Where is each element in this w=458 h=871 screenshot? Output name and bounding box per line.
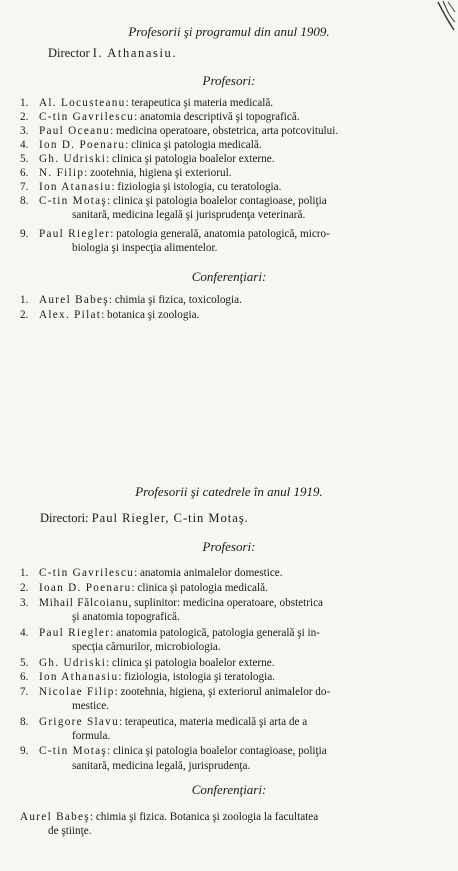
professor-subjects: : clinica şi patologia boalelor contagioase, poliţia [107, 195, 327, 207]
directors-label: Directori: [40, 511, 89, 525]
professor-subjects-continued: formula. [72, 730, 111, 742]
professor-name: Grigore Slavu [39, 716, 119, 728]
professor-subjects: : anatomia patologică, patologia generală şi in- [110, 627, 320, 639]
professor-subjects-continued: mestice. [72, 700, 109, 712]
professor-subjects: : terapeutica şi materia medicală. [125, 97, 274, 109]
professor-name: C-tin Motaş [39, 195, 108, 207]
professor-subjects: : terapeutica, materia medicală şi arta de a [118, 716, 308, 728]
item-number: 1. [20, 567, 29, 579]
professor-name: Mihail Fălcoianu [39, 597, 129, 609]
professor-subjects-continued: sanitară, medicina legală, jurisprudenţa. [72, 760, 251, 772]
professor-subjects: : zootehnia, higiena, şi exteriorul animalelor do- [114, 686, 331, 698]
item-number: 9. [20, 228, 29, 240]
item-number: 7. [20, 181, 29, 193]
item-number: 2. [20, 582, 29, 594]
professor-subjects-continued: sanitară, medicina legală şi jurisprudenţa veterinară. [72, 209, 306, 221]
item-number: 8. [20, 195, 29, 207]
professor-name: Gh. Udriski [39, 153, 107, 165]
professor-name: Paul Oceanu [39, 125, 111, 137]
professor-subjects-continued: şi anatomia topografică. [72, 611, 180, 623]
professor-name: C-tin Gavrilescu [39, 111, 135, 123]
item-number: 9. [20, 745, 29, 757]
item-number: 6. [20, 671, 29, 683]
section-1919-lecturers-heading: Conferenţiari: [191, 782, 267, 797]
professor-subjects: : medicina operatoare, obstetrica, arta potcovitului. [110, 125, 339, 137]
professor-subjects: , suplinitor: medicina operatoare, obstetrica [128, 597, 324, 609]
item-number: 4. [20, 627, 29, 639]
section-1919-title: Profesorii şi catedrele în anul 1919. [135, 484, 323, 499]
lecturer-name: Aurel Babeş [20, 811, 90, 823]
lecturer-name: Alex. Pilat [39, 309, 102, 321]
item-number: 8. [20, 716, 29, 728]
item-number: 3. [20, 597, 29, 609]
professor-name: Ion Atanasiu [39, 181, 112, 193]
director-name: I. Athanasiu. [92, 46, 178, 60]
lecturer-subjects: : botanica şi zoologia. [101, 309, 200, 321]
professor-subjects: : clinica şi patologia medicală. [125, 139, 262, 151]
professor-subjects: : fiziologia şi istologia, cu teratologia. [111, 181, 282, 193]
item-number: 2. [20, 111, 29, 123]
professor-name: Gh. Udriski [39, 657, 107, 669]
professor-name: Al. Locusteanu [39, 97, 126, 109]
professor-name: C-tin Motaş [39, 745, 108, 757]
professor-name: C-tin Gavrilescu [39, 567, 135, 579]
lecturer-subjects-continued: de ştiinţe. [48, 825, 92, 837]
item-number: 1. [20, 294, 29, 306]
section-1909-director [48, 46, 177, 61]
lecturer-subjects: : chimia şi fizica, toxicologia. [108, 294, 242, 306]
professor-subjects-continued: biologia şi inspecţia alimentelor. [72, 242, 218, 254]
item-number: 1. [20, 97, 29, 109]
professor-subjects: : clinica şi patologia medicală. [131, 582, 268, 594]
item-number: 7. [20, 686, 29, 698]
item-number: 6. [20, 167, 29, 179]
lecturer-name: Aurel Babeş [39, 294, 109, 306]
professor-subjects: : anatomia descriptivă şi topografică. [134, 111, 300, 123]
item-number: 4. [20, 139, 29, 151]
item-number: 2. [20, 309, 29, 321]
section-1909-lecturers-heading: Conferenţiari: [191, 269, 267, 284]
lecturer-subjects: : chimia şi fizica. Botanica şi zoologia la facultatea [89, 811, 319, 823]
directors-names: Paul Riegler, C-tin Motaş. [91, 511, 249, 525]
professor-subjects-continued: specţia cărnurilor, microbiologia. [72, 641, 221, 653]
professor-subjects: : fiziologia, istologia şi teratologia. [118, 671, 275, 683]
professor-name: Paul Riegler [39, 627, 111, 639]
section-1909-professors-heading: Profesori: [202, 73, 256, 88]
item-number: 3. [20, 125, 29, 137]
professor-subjects: : zootehnia, higiena şi exteriorul. [84, 167, 232, 179]
professor-name: Paul Riegler [39, 228, 111, 240]
professor-subjects: : clinica şi patologia boalelor externe. [106, 657, 275, 669]
professor-name: Ion Athanasiu [39, 671, 119, 683]
professor-name: N. Filip [39, 167, 85, 179]
item-number: 5. [20, 153, 29, 165]
section-1909-title: Profesorii şi programul din anul 1909. [128, 24, 330, 39]
professor-subjects: : anatomia animalelor domestice. [134, 567, 283, 579]
professor-subjects: : patologia generală, anatomia patologică, micro- [110, 228, 330, 240]
professor-name: Nicolae Filip [39, 686, 115, 698]
director-label: Director [48, 46, 90, 60]
section-1919-directors [40, 511, 249, 526]
professor-name: Ioan D. Poenaru [39, 582, 132, 594]
section-1919-professors-heading: Profesori: [202, 539, 256, 554]
professor-name: Ion D. Poenaru [39, 139, 126, 151]
professor-subjects: : clinica şi patologia boalelor externe. [106, 153, 275, 165]
professor-subjects: : clinica şi patologia boalelor contagioase, poliţia [107, 745, 327, 757]
item-number: 5. [20, 657, 29, 669]
